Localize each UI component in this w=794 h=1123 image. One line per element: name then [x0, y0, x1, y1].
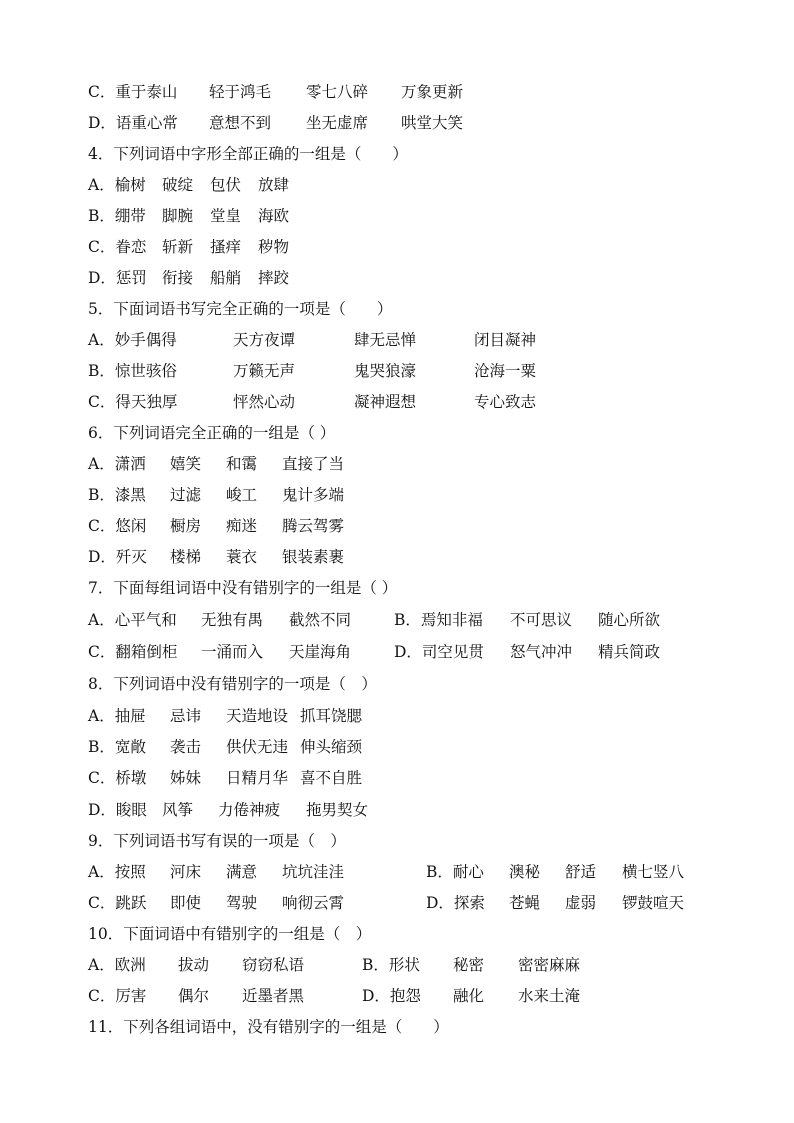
word-item: 日精月华	[226, 769, 289, 787]
word-item: 坐无虚席	[306, 114, 369, 132]
word-item: 窃窃私语	[242, 956, 305, 974]
word-item: 秘密	[453, 956, 485, 974]
question-text: 8．下列词语中没有错别字的一项是（ ）	[88, 675, 377, 693]
question-text: 10．下面词语中有错别字的一组是（ ）	[88, 925, 372, 943]
word-item: 不可思议	[510, 611, 573, 629]
question-text: 7．下面每组词语中没有错别字的一组是（ ）	[88, 579, 398, 597]
word-item: 包伏	[210, 176, 242, 194]
word-item: 哄堂大笑	[401, 114, 464, 132]
word-item: 随心所欲	[598, 611, 661, 629]
word-item: 坑坑洼洼	[282, 863, 345, 881]
word-item: 秽物	[258, 238, 290, 256]
option-text: C．厉害	[88, 987, 147, 1005]
question-text: 5．下面词语书写完全正确的一项是（ ）	[88, 300, 393, 318]
option-text: B．绷带	[88, 207, 146, 225]
word-item: 摔跤	[258, 269, 290, 287]
word-item: 闭目凝神	[474, 331, 537, 349]
word-item: 沧海一粟	[474, 362, 537, 380]
word-item: 澳秘	[509, 863, 541, 881]
word-item: 天方夜谭	[233, 331, 296, 349]
word-item: 衔接	[162, 269, 194, 287]
option-text: B．形状	[362, 956, 420, 974]
option-text: C．跳跃	[88, 894, 147, 912]
word-item: 海欧	[258, 207, 290, 225]
word-item: 力倦神疲	[218, 801, 281, 819]
word-item: 和霭	[226, 455, 258, 473]
word-item: 精兵简政	[598, 643, 661, 661]
word-item: 零七八碎	[306, 83, 369, 101]
option-text: A．欧洲	[88, 956, 146, 974]
option-text: A．妙手偶得	[88, 331, 177, 349]
option-text: A．潇洒	[88, 455, 146, 473]
word-item: 满意	[226, 863, 258, 881]
option-text: C．翻箱倒柜	[88, 643, 178, 661]
option-text: C．桥墩	[88, 769, 147, 787]
option-text: D．抱怨	[362, 987, 421, 1005]
word-item: 脚腕	[162, 207, 194, 225]
word-item: 蓑衣	[226, 548, 258, 566]
word-item: 袭击	[170, 738, 202, 756]
word-item: 河床	[170, 863, 202, 881]
word-item: 融化	[453, 987, 485, 1005]
option-text: C．悠闲	[88, 517, 147, 535]
question-text: 11．下列各组词语中，没有错别字的一组是（ ）	[88, 1018, 449, 1036]
word-item: 近墨者黑	[242, 987, 305, 1005]
word-item: 鬼哭狼濠	[354, 362, 417, 380]
question-text: 4．下列词语中字形全部正确的一组是（ ）	[88, 145, 408, 163]
word-item: 锣鼓喧天	[622, 894, 685, 912]
word-item: 万象更新	[401, 83, 464, 101]
word-item: 无独有禺	[201, 611, 264, 629]
option-text: A．心平气和	[88, 611, 177, 629]
word-item: 虚弱	[565, 894, 597, 912]
option-text: B．漆黑	[88, 486, 146, 504]
word-item: 嬉笑	[170, 455, 202, 473]
word-item: 专心致志	[474, 393, 537, 411]
word-item: 堂皇	[210, 207, 242, 225]
option-text: D．司空见贯	[394, 643, 484, 661]
option-text: D．探索	[426, 894, 485, 912]
question-text: 9．下列词语书写有误的一项是（ ）	[88, 832, 346, 850]
word-item: 偶尔	[178, 987, 210, 1005]
word-item: 风筝	[162, 801, 194, 819]
word-item: 怒气冲冲	[510, 643, 573, 661]
word-item: 万籁无声	[233, 362, 296, 380]
word-item: 峻工	[226, 486, 258, 504]
word-item: 喜不自胜	[300, 769, 363, 787]
word-item: 怦然心动	[233, 393, 296, 411]
word-item: 横七竖八	[622, 863, 685, 881]
word-item: 凝神遐想	[354, 393, 417, 411]
word-item: 截然不同	[289, 611, 352, 629]
word-item: 银装素裹	[282, 548, 345, 566]
word-item: 水来土淹	[518, 987, 581, 1005]
option-text: D．歼灭	[88, 548, 147, 566]
word-item: 舒适	[565, 863, 597, 881]
word-item: 鬼计多端	[282, 486, 345, 504]
option-text: B．惊世骇俗	[88, 362, 177, 380]
option-text: A．抽屉	[88, 707, 146, 725]
word-item: 驾驶	[226, 894, 258, 912]
option-text: B．焉知非福	[394, 611, 483, 629]
option-text: B．宽敞	[88, 738, 146, 756]
option-text: A．按照	[88, 863, 146, 881]
word-item: 放肆	[258, 176, 290, 194]
option-text: C．重于泰山	[88, 83, 178, 101]
word-item: 响彻云霄	[282, 894, 345, 912]
word-item: 破绽	[162, 176, 194, 194]
word-item: 密密麻麻	[518, 956, 581, 974]
word-item: 姊妹	[170, 769, 202, 787]
option-text: A．榆树	[88, 176, 146, 194]
word-item: 搔痒	[210, 238, 242, 256]
option-text: D．睃眼	[88, 801, 147, 819]
word-item: 拔动	[178, 956, 210, 974]
word-item: 过滤	[170, 486, 202, 504]
word-item: 即使	[170, 894, 202, 912]
word-item: 肆无忌惮	[354, 331, 417, 349]
word-item: 直接了当	[282, 455, 345, 473]
word-item: 斩新	[162, 238, 194, 256]
word-item: 苍蝇	[509, 894, 541, 912]
word-item: 抓耳饶腮	[300, 707, 363, 725]
word-item: 一涌而入	[201, 643, 264, 661]
question-text: 6．下列词语完全正确的一组是（ ）	[88, 424, 336, 442]
word-item: 供伏无违	[226, 738, 289, 756]
word-item: 船艄	[210, 269, 242, 287]
option-text: C．得天独厚	[88, 393, 178, 411]
word-item: 天造地设	[226, 707, 289, 725]
word-item: 忌讳	[170, 707, 202, 725]
word-item: 楼梯	[170, 548, 202, 566]
word-item: 伸头缩颈	[300, 738, 363, 756]
word-item: 轻于鸿毛	[209, 83, 272, 101]
word-item: 痴迷	[226, 517, 258, 535]
option-text: B．耐心	[426, 863, 484, 881]
option-text: D．惩罚	[88, 269, 147, 287]
word-item: 橱房	[170, 517, 202, 535]
word-item: 腾云驾雾	[282, 517, 345, 535]
word-item: 拖男契女	[306, 801, 369, 819]
word-item: 天崖海角	[289, 643, 352, 661]
option-text: C．眷恋	[88, 238, 147, 256]
option-text: D．语重心常	[88, 114, 178, 132]
word-item: 意想不到	[209, 114, 272, 132]
